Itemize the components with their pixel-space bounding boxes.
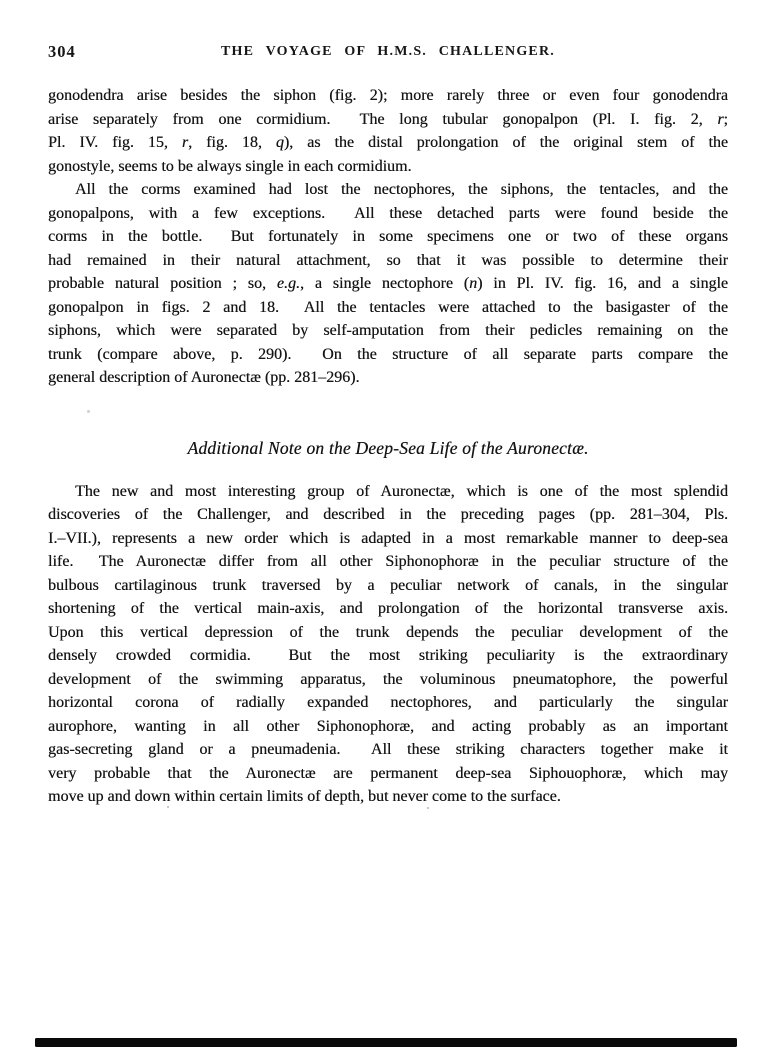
paragraph <box>48 178 728 390</box>
text-line: The new and most interesting group of Auronectæ, which is one of the most splendid <box>75 482 728 500</box>
text-line: gonostyle, seems to be always single in each cormidium. <box>48 157 412 175</box>
running-title: THE VOYAGE OF H.M.S. CHALLENGER. <box>221 43 555 59</box>
text-line: very probable that the Auronectæ are permanent deep-sea Siphouophoræ, which may <box>48 764 728 782</box>
text-line: general description of Auronectæ (pp. 281–296). <box>48 369 360 386</box>
text-line: had remained in their natural attachment, so that it was possible to determine their <box>48 251 728 269</box>
text-line: densely crowded cormidia. But the most striking peculiarity is the extraordinary <box>48 647 728 664</box>
text-column <box>48 84 728 809</box>
text-line: shortening of the vertical main-axis, and prolongation of the horizontal transverse axis. <box>48 600 728 617</box>
text-line: Pl. IV. fig. 15, r, fig. 18, q), as the distal prolongation of the original stem of the <box>48 134 728 151</box>
italic-text: r <box>181 134 189 151</box>
italic-text: q <box>275 134 284 151</box>
text-line: gonopalpons, with a few exceptions. All these detached parts were found beside the <box>48 204 728 222</box>
text-line: probable natural position ; so, e.g., a single nectophore (n) in Pl. IV. fig. 16, and a single <box>48 275 728 292</box>
text-line: I.–VII.), represents a new order which is adapted in a most remarkable manner to deep-sea <box>48 529 728 547</box>
section-heading: Additional Note on the Deep-Sea Life of the Auronectæ. <box>187 437 589 458</box>
text-line: trunk (compare above, p. 290). On the structure of all separate parts compare the <box>48 345 728 363</box>
italic-text: r <box>717 110 724 128</box>
page-header <box>0 42 776 64</box>
text-line: development of the swimming apparatus, the voluminous pneumatophore, the powerful <box>48 670 728 688</box>
paragraph <box>48 84 728 178</box>
text-line: gas-secreting gland or a pneumadenia. All these striking characters together make it <box>48 741 728 758</box>
text-line: corms in the bottle. But fortunately in some specimens one or two of these organs <box>48 228 728 245</box>
text-line: siphons, which were separated by self-amputation from their pedicles remaining on the <box>48 322 728 339</box>
text-line: All the corms examined had lost the nectophores, the siphons, the tentacles, and the <box>75 181 728 198</box>
text-line: arise separately from one cormidium. The long tubular gonopalpon (Pl. I. fig. 2, r; <box>48 110 728 128</box>
scan-artifact-bar <box>35 1038 737 1047</box>
italic-text: e.g. <box>276 275 300 292</box>
text-line: Upon this vertical depression of the trunk depends the peculiar development of the <box>48 623 728 641</box>
text-line: gonopalpon in figs. 2 and 18. All the tentacles were attached to the basigaster of the <box>48 298 728 316</box>
scan-speck <box>87 410 90 413</box>
scan-speck <box>427 807 429 809</box>
scan-speck <box>167 806 169 808</box>
text-line: bulbous cartilaginous trunk traversed by a peculiar network of canals, in the singular <box>48 576 728 594</box>
text-line: gonodendra arise besides the siphon (fig. 2); more rarely three or even four gonodendra <box>48 87 728 104</box>
text-line: life. The Auronectæ differ from all other Siphonophoræ in the peculiar structure of the <box>48 553 728 570</box>
text-line: move up and down within certain limits of depth, but never come to the surface. <box>48 788 561 805</box>
paragraph <box>48 480 728 809</box>
text-line: horizontal corona of radially expanded nectophores, and particularly the singular <box>48 694 728 711</box>
italic-text: n <box>469 275 478 292</box>
text-line: discoveries of the Challenger, and described in the preceding pages (pp. 281–304, Pls. <box>48 506 728 523</box>
page-number: 304 <box>48 42 76 61</box>
text-line: aurophore, wanting in all other Siphonophoræ, and acting probably as an important <box>48 717 728 735</box>
